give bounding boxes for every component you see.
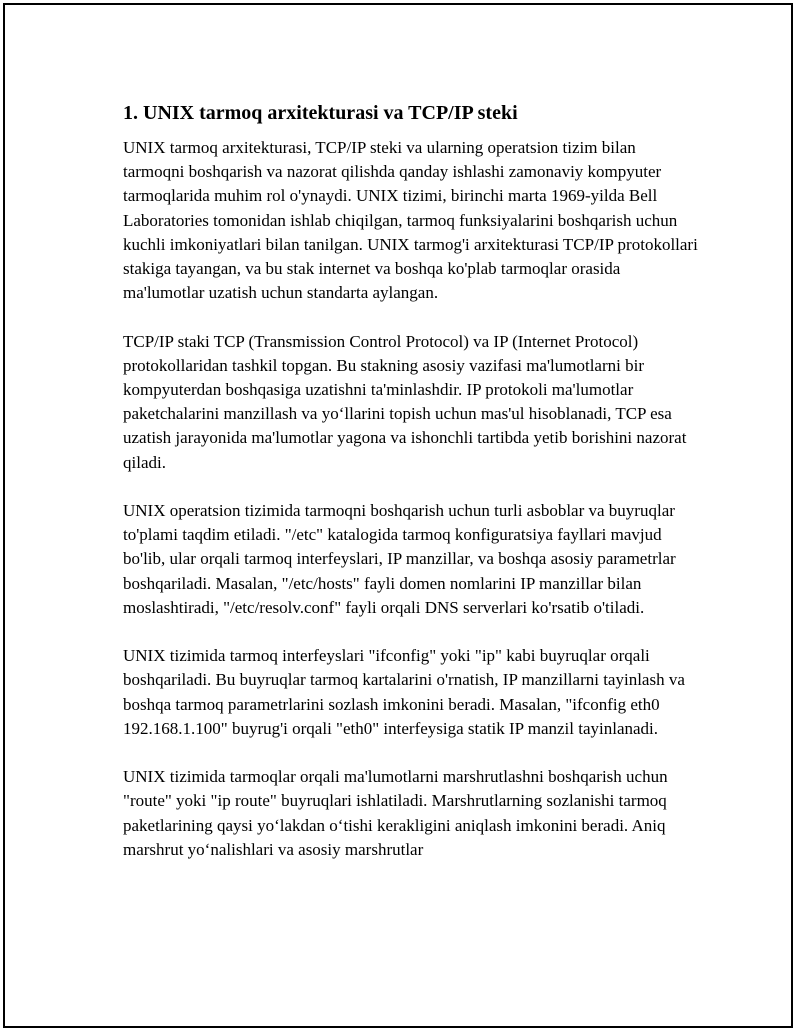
paragraph-3: UNIX operatsion tizimida tarmoqni boshqarish uchun turli asboblar va buyruqlar to'plami taqdim etiladi. "/etc" katalogida tarmoq konfiguratsiya fayllari mavjud bo'lib, ular orqali tarmoq interfeyslari, IP manzillar, va boshqa asosiy parametrlar boshqariladi. Masalan, "/etc/hosts" fayli domen nomlarini IP manzillar bilan moslashtiradi, "/etc/resolv.conf" fayli orqali DNS serverlari ko'rsatib o'tiladi. [123, 501, 676, 617]
paragraph-5: UNIX tizimida tarmoqlar orqali ma'lumotlarni marshrutlashni boshqarish uchun "route" yoki "ip route" buyruqlari ishlatiladi. Marshrutlarning sozlanishi tarmoq paketlarining qaysi yo‘lakdan o‘tishi kerakligini aniqlash imkonini beradi. Aniq marshrut yo‘nalishlari va asosiy marshrutlar [123, 767, 668, 859]
paragraph-1: UNIX tarmoq arxitekturasi, TCP/IP steki va ularning operatsion tizim bilan tarmoqni boshqarish va nazorat qilishda qanday ishlashi zamonaviy kompyuter tarmoqlarida muhim rol o'ynaydi. UNIX tizimi, birinchi marta 1969-yilda Bell Laboratories tomonidan ishlab chiqilgan, tarmoq funksiyalarini boshqarish uchun kuchli imkoniyatlari bilan tanilgan. UNIX tarmog'i arxitekturasi TCP/IP protokollari stakiga tayangan, va bu stak internet va boshqa ko'plab tarmoqlar orasida ma'lumotlar uzatish uchun standarta aylangan. [123, 138, 698, 303]
document-body [123, 100, 698, 886]
paragraph-2: TCP/IP staki TCP (Transmission Control Protocol) va IP (Internet Protocol) protokollaridan tashkil topgan. Bu stakning asosiy vazifasi ma'lumotlarni bir kompyuterdan boshqasiga uzatishni ta'minlashdir. IP protokoli ma'lumotlar paketchalarini manzillash va yo‘llarini topish uchun mas'ul hisoblanadi, TCP esa uzatish jarayonida ma'lumotlar yagona va ishonchli tartibda yetib borishini nazorat qiladi. [123, 331, 687, 472]
section-heading: 1. UNIX tarmoq arxitekturasi va TCP/IP steki [123, 102, 518, 124]
paragraph-4: UNIX tizimida tarmoq interfeyslari "ifconfig" yoki "ip" kabi buyruqlar orqali boshqariladi. Bu buyruqlar tarmoq kartalarini o'rnatish, IP manzillarni tayinlash va boshqa tarmoq parametrlarini sozlash imkonini beradi. Masalan, "ifconfig eth0 192.168.1.100" buyrug'i orqali "eth0" interfeysiga statik IP manzil tayinlanadi. [123, 646, 685, 738]
document-page [3, 3, 793, 1028]
